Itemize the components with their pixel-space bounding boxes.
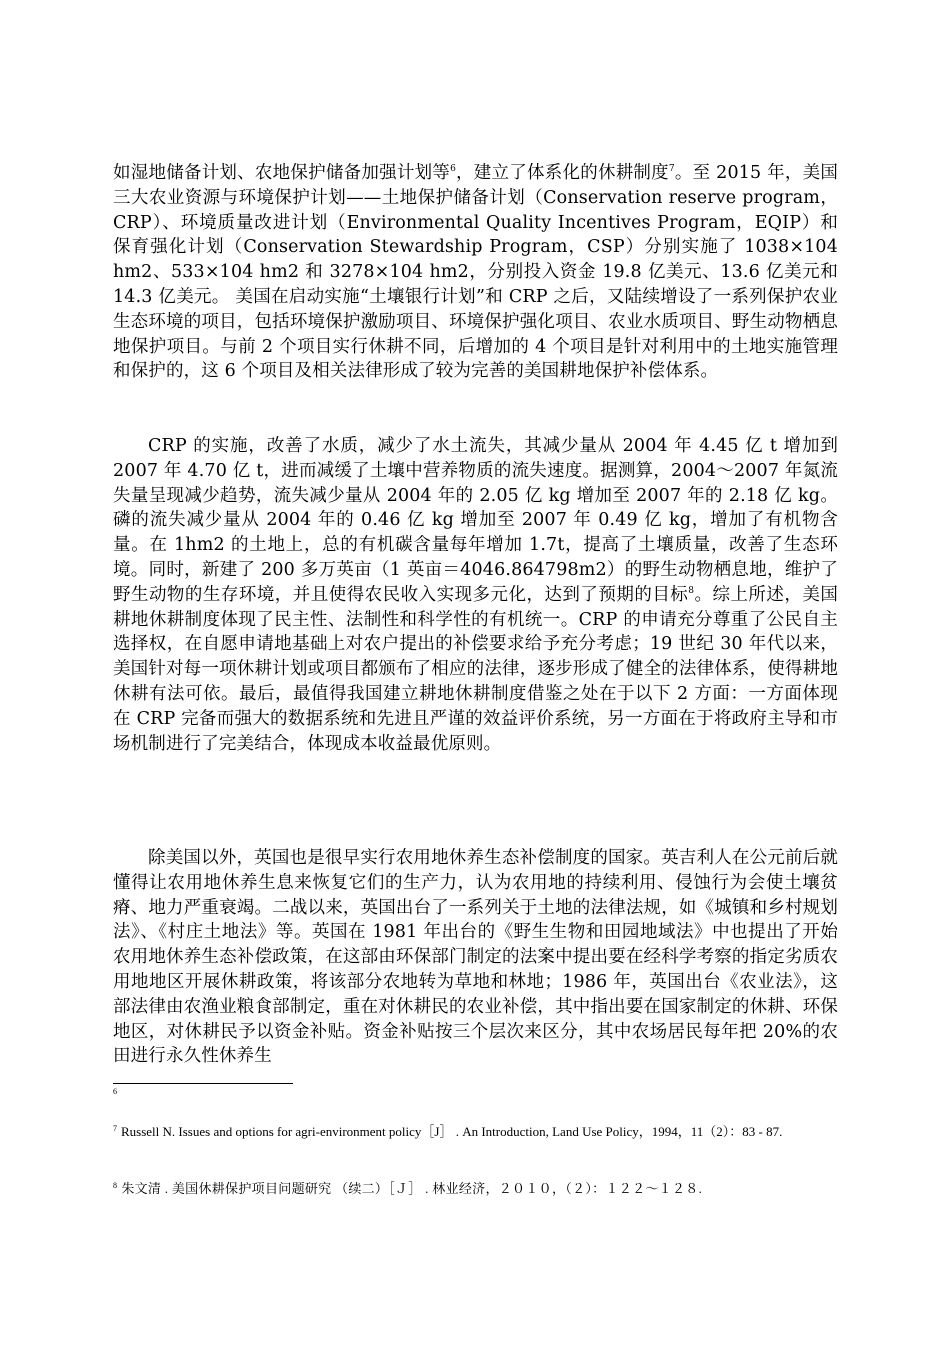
footnote-number: 8	[113, 1180, 118, 1190]
footnote-reference-7[interactable]: 7	[668, 164, 675, 175]
footnote-7	[113, 1122, 838, 1142]
paragraph-text: CRP 的实施，改善了水质，减少了水土流失，其减少量从 2004 年 4.45 亿 t 增加到 2007 年 4.70 亿 t，进而减缓了土壤中营养物质的流失速度。据测算，2004～2007 年氮流失量呈现减少趋势，流失减少量从 2004 年的 2.05 亿 kg 增加至 2007 年的 2.18 亿 kg。磷的流失减少量从 2004 年的 0.46 亿 kg 增加至 2007 年 0.49 亿 kg，增加了有机物含量。在 1hm2 的土地上，总的有机碳含量每年增加 1.7t，提高了土壤质量，改善了生态环境。同时，新建了 200 多万英亩（1 英亩＝4046.864798m2）的野生动物栖息地，维护了野生动物的生存环境，并且使得农民收入实现多元化，达到了预期的目标	[113, 436, 838, 605]
footnote-text: Russell N. Issues and options for agri-environment policy［J］ . An Introduction, Land Use Policy，1994，11（2）：83 - 87.	[121, 1124, 783, 1139]
footnote-8	[113, 1179, 838, 1199]
body-paragraph-3	[113, 846, 838, 1069]
paragraph-text: 如湿地储备计划、农地保护储备加强计划等	[113, 163, 451, 183]
paragraph-text: ，建立了体系化的休耕制度	[455, 163, 669, 183]
footnote-number: 6	[113, 1086, 117, 1096]
footnote-text: 朱文清 . 美国休耕保护项目问题研究 （续二）［Ｊ］ . 林业经济，２０１０，（２）：１２２～１２８.	[121, 1181, 703, 1196]
footnote-reference-8[interactable]: 8	[688, 585, 695, 596]
paragraph-text: 除美国以外，英国也是很早实行农用地休养生态补偿制度的国家。英吉利人在公元前后就懂得让农用地休养生息来恢复它们的生产力，认为农用地的持续利用、侵蚀行为会使土壤贫瘠、地力严重衰竭。二战以来，英国出台了一系列关于土地的法律法规，如《城镇和乡村规划法》、《村庄土地法》等。英国在 1981 年出台的《野生生物和田园地域法》中也提出了开始农用地休养生态补偿政策，在这部由环保部门制定的法案中提出要在经科学考察的指定劣质农用地地区开展休耕政策，将该部分农地转为草地和林地；1986 年，英国出台《农业法》，这部法律由农渔业粮食部制定，重在对休耕民的农业补偿，其中指出要在国家制定的休耕、环保地区，对休耕民予以资金补贴。资金补贴按三个层次来区分，其中农场居民每年把 20%的农田进行永久性休养生	[113, 848, 838, 1067]
footnote-number: 7	[113, 1123, 117, 1133]
footnote-6	[113, 1085, 838, 1105]
footnote-separator	[113, 1083, 293, 1084]
paragraph-text: 。至 2015 年，美国三大农业资源与环境保护计划——土地保护储备计划（Conservation reserve program，CRP）、环境质量改进计划（Environmental Quality Incentives Program，EQIP）和保育强化计划（Conservation Stewardship Program，CSP）分别实施了 1038×104 hm2、533×104 hm2 和 3278×104 hm2，分别投入资金 19.8 亿美元、13.6 亿美元和 14.3 亿美元。 美国在启动实施“土壤银行计划”和 CRP 之后，又陆续增设了一系列保护农业生态环境的项目，包括环境保护激励项目、环境保护强化项目、农业水质项目、野生动物栖息地保护项目。与前 2 个项目实行休耕不同，后增加的 4 个项目是针对利用中的土地实施管理和保护的，这 6 个项目及相关法律形成了较为完善的美国耕地保护补偿体系。	[113, 163, 838, 382]
paragraph-text: 。综上所述，美国耕地休耕制度体现了民主性、法制性和科学性的有机统一。CRP 的申请充分尊重了公民自主选择权，在自愿申请地基础上对农户提出的补偿要求给予充分考虑；19 世纪 30 年代以来，美国针对每一项休耕计划或项目都颁布了相应的法律，逐步形成了健全的法律体系，使得耕地休耕有法可依。最后，最值得我国建立耕地休耕制度借鉴之处在于以下 2 方面：一方面体现在 CRP 完备而强大的数据系统和先进且严谨的效益评价系统，另一方面在于将政府主导和市场机制进行了完美结合，体现成本收益最优原则。	[113, 584, 838, 754]
footnote-reference-6[interactable]: 6	[450, 164, 456, 175]
body-paragraph-2	[113, 434, 838, 756]
body-paragraph-1	[113, 161, 838, 384]
